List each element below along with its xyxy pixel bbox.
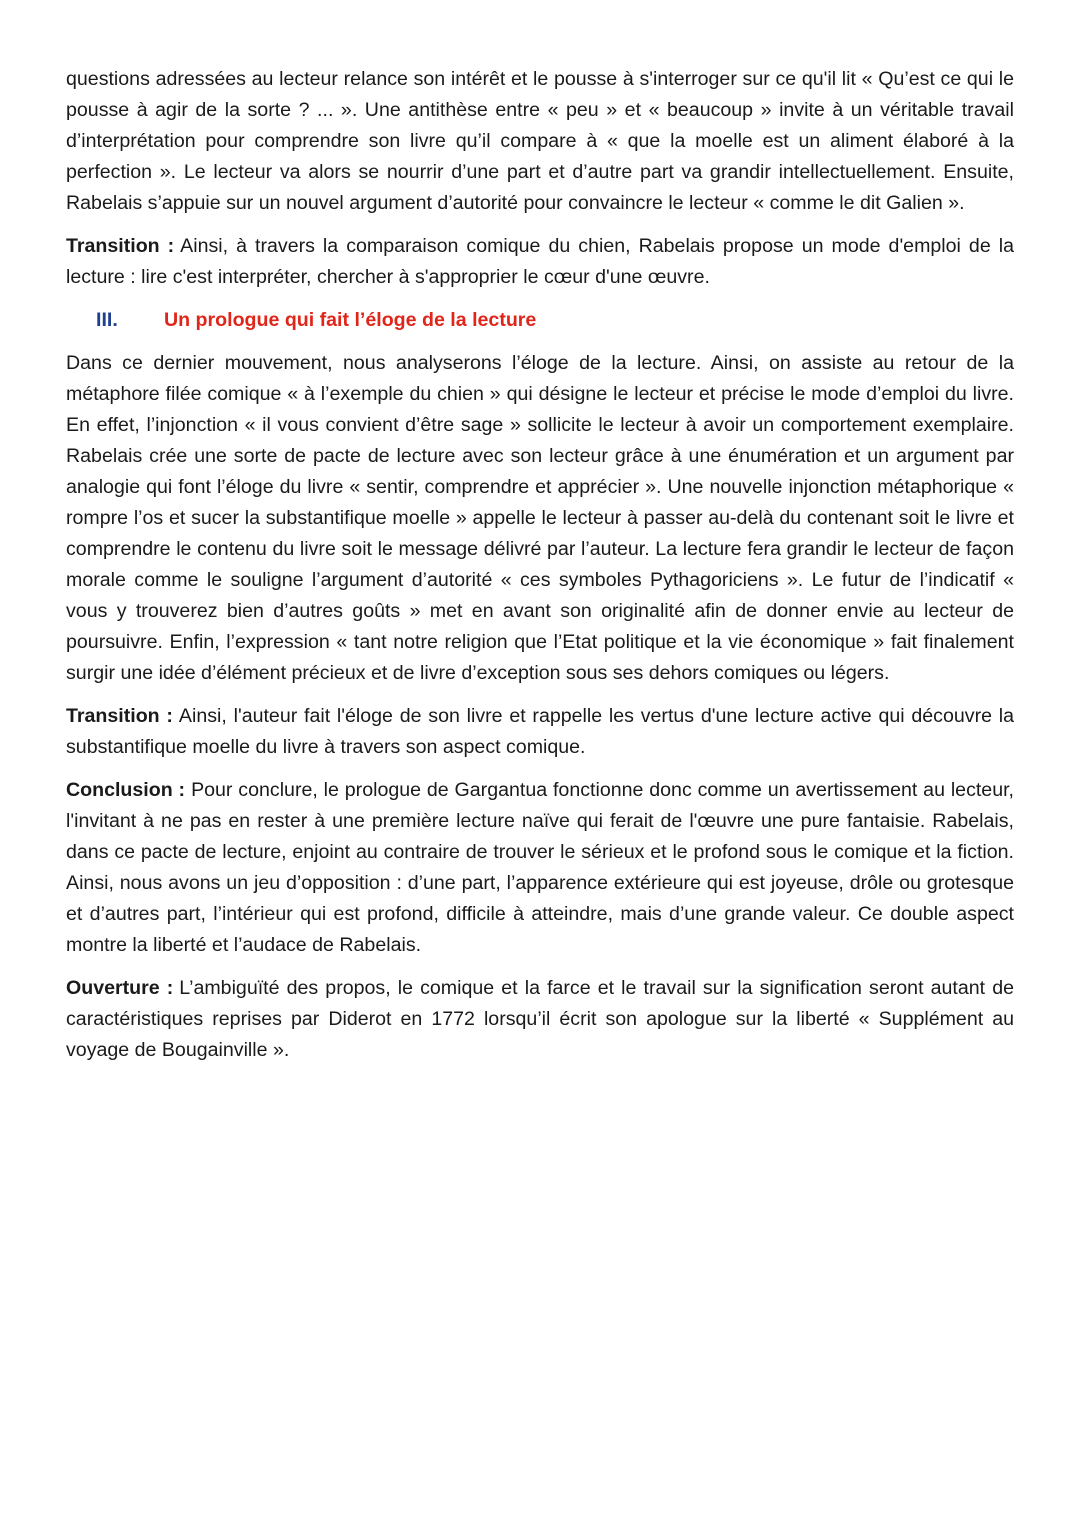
ouverture-text: L’ambiguïté des propos, le comique et la farce et le travail sur la signification seront autant de caractéristiques reprises par Diderot en 1772 lorsqu’il écrit son apologue sur la liberté « Supplément au voyage de Bougainville ». <box>66 977 1014 1061</box>
section-number: III. <box>96 309 118 331</box>
section-heading-3 <box>66 305 1014 336</box>
conclusion-paragraph <box>66 775 1014 961</box>
transition-text: Ainsi, à travers la comparaison comique du chien, Rabelais propose un mode d'emploi de la lecture : lire c'est interpréter, chercher à s'approprier le cœur d'une œuvre. <box>66 235 1014 288</box>
conclusion-label: Conclusion : <box>66 779 186 801</box>
conclusion-text: Pour conclure, le prologue de Gargantua fonctionne donc comme un avertissement au lecteur, l'invitant à ne pas en rester à une première lecture naïve qui ferait de l'œuvre une pure fantaisie. Rabelais, dans ce pacte de lecture, enjoint au contraire de trouver le sérieux et le profond sous le comique et la fiction. Ainsi, nous avons un jeu d’opposition : d’une part, l’apparence extérieure qui est joyeuse, drôle ou grotesque et d’autres part, l’intérieur qui est profond, difficile à atteindre, mais d’une grande valeur. Ce double aspect montre la liberté et l’audace de Rabelais. <box>66 779 1014 956</box>
ouverture-paragraph <box>66 973 1014 1066</box>
transition-label: Transition : <box>66 705 173 727</box>
ouverture-label: Ouverture : <box>66 977 174 999</box>
paragraph-intro-continuation: questions adressées au lecteur relance son intérêt et le pousse à s'interroger sur ce qu'il lit « Qu’est ce qui le pousse à agir de la sorte ? ... ». Une antithèse entre « peu » et « beaucoup » invite à un véritable travail d’interprétation pour comprendre son livre qu’il compare à « que la moelle est un aliment élaboré à la perfection ». Le lecteur va alors se nourrir d’une part et d’autre part va grandir intellectuellement. Ensuite, Rabelais s’appuie sur un nouvel argument d’autorité pour convaincre le lecteur « comme le dit Galien ». <box>66 68 1014 214</box>
paragraph-section-3: Dans ce dernier mouvement, nous analyserons l’éloge de la lecture. Ainsi, on assiste au retour de la métaphore filée comique « à l’exemple du chien » qui désigne le lecteur et précise le mode d’emploi du livre. En effet, l’injonction « il vous convient d’être sage » sollicite le lecteur à avoir un comportement exemplaire. Rabelais crée une sorte de pacte de lecture avec son lecteur grâce à une énumération et un argument par analogie qui font l’éloge du livre « sentir, comprendre et apprécier ». Une nouvelle injonction métaphorique « rompre l’os et sucer la substantifique moelle » appelle le lecteur à passer au-delà du contenant soit le livre et comprendre le contenu du livre soit le message délivré par l’auteur. La lecture fera grandir le lecteur de façon morale comme le souligne l’argument d’autorité « ces symboles Pythagoriciens ». Le futur de l’indicatif « vous y trouverez bien d’autres goûts » met en avant son originalité afin de donner envie au lecteur de poursuivre. Enfin, l’expression « tant notre religion que l’Etat politique et la vie économique » fait finalement surgir une idée d’élément précieux et de livre d’exception sous ses dehors comiques ou légers. <box>66 352 1014 684</box>
transition-paragraph-1 <box>66 231 1014 293</box>
section-title: Un prologue qui fait l’éloge de la lecture <box>164 309 537 331</box>
document-page <box>66 64 1014 1078</box>
transition-paragraph-2 <box>66 701 1014 763</box>
transition-text: Ainsi, l'auteur fait l'éloge de son livre et rappelle les vertus d'une lecture active qui découvre la substantifique moelle du livre à travers son aspect comique. <box>66 705 1015 758</box>
transition-label: Transition : <box>66 235 175 257</box>
